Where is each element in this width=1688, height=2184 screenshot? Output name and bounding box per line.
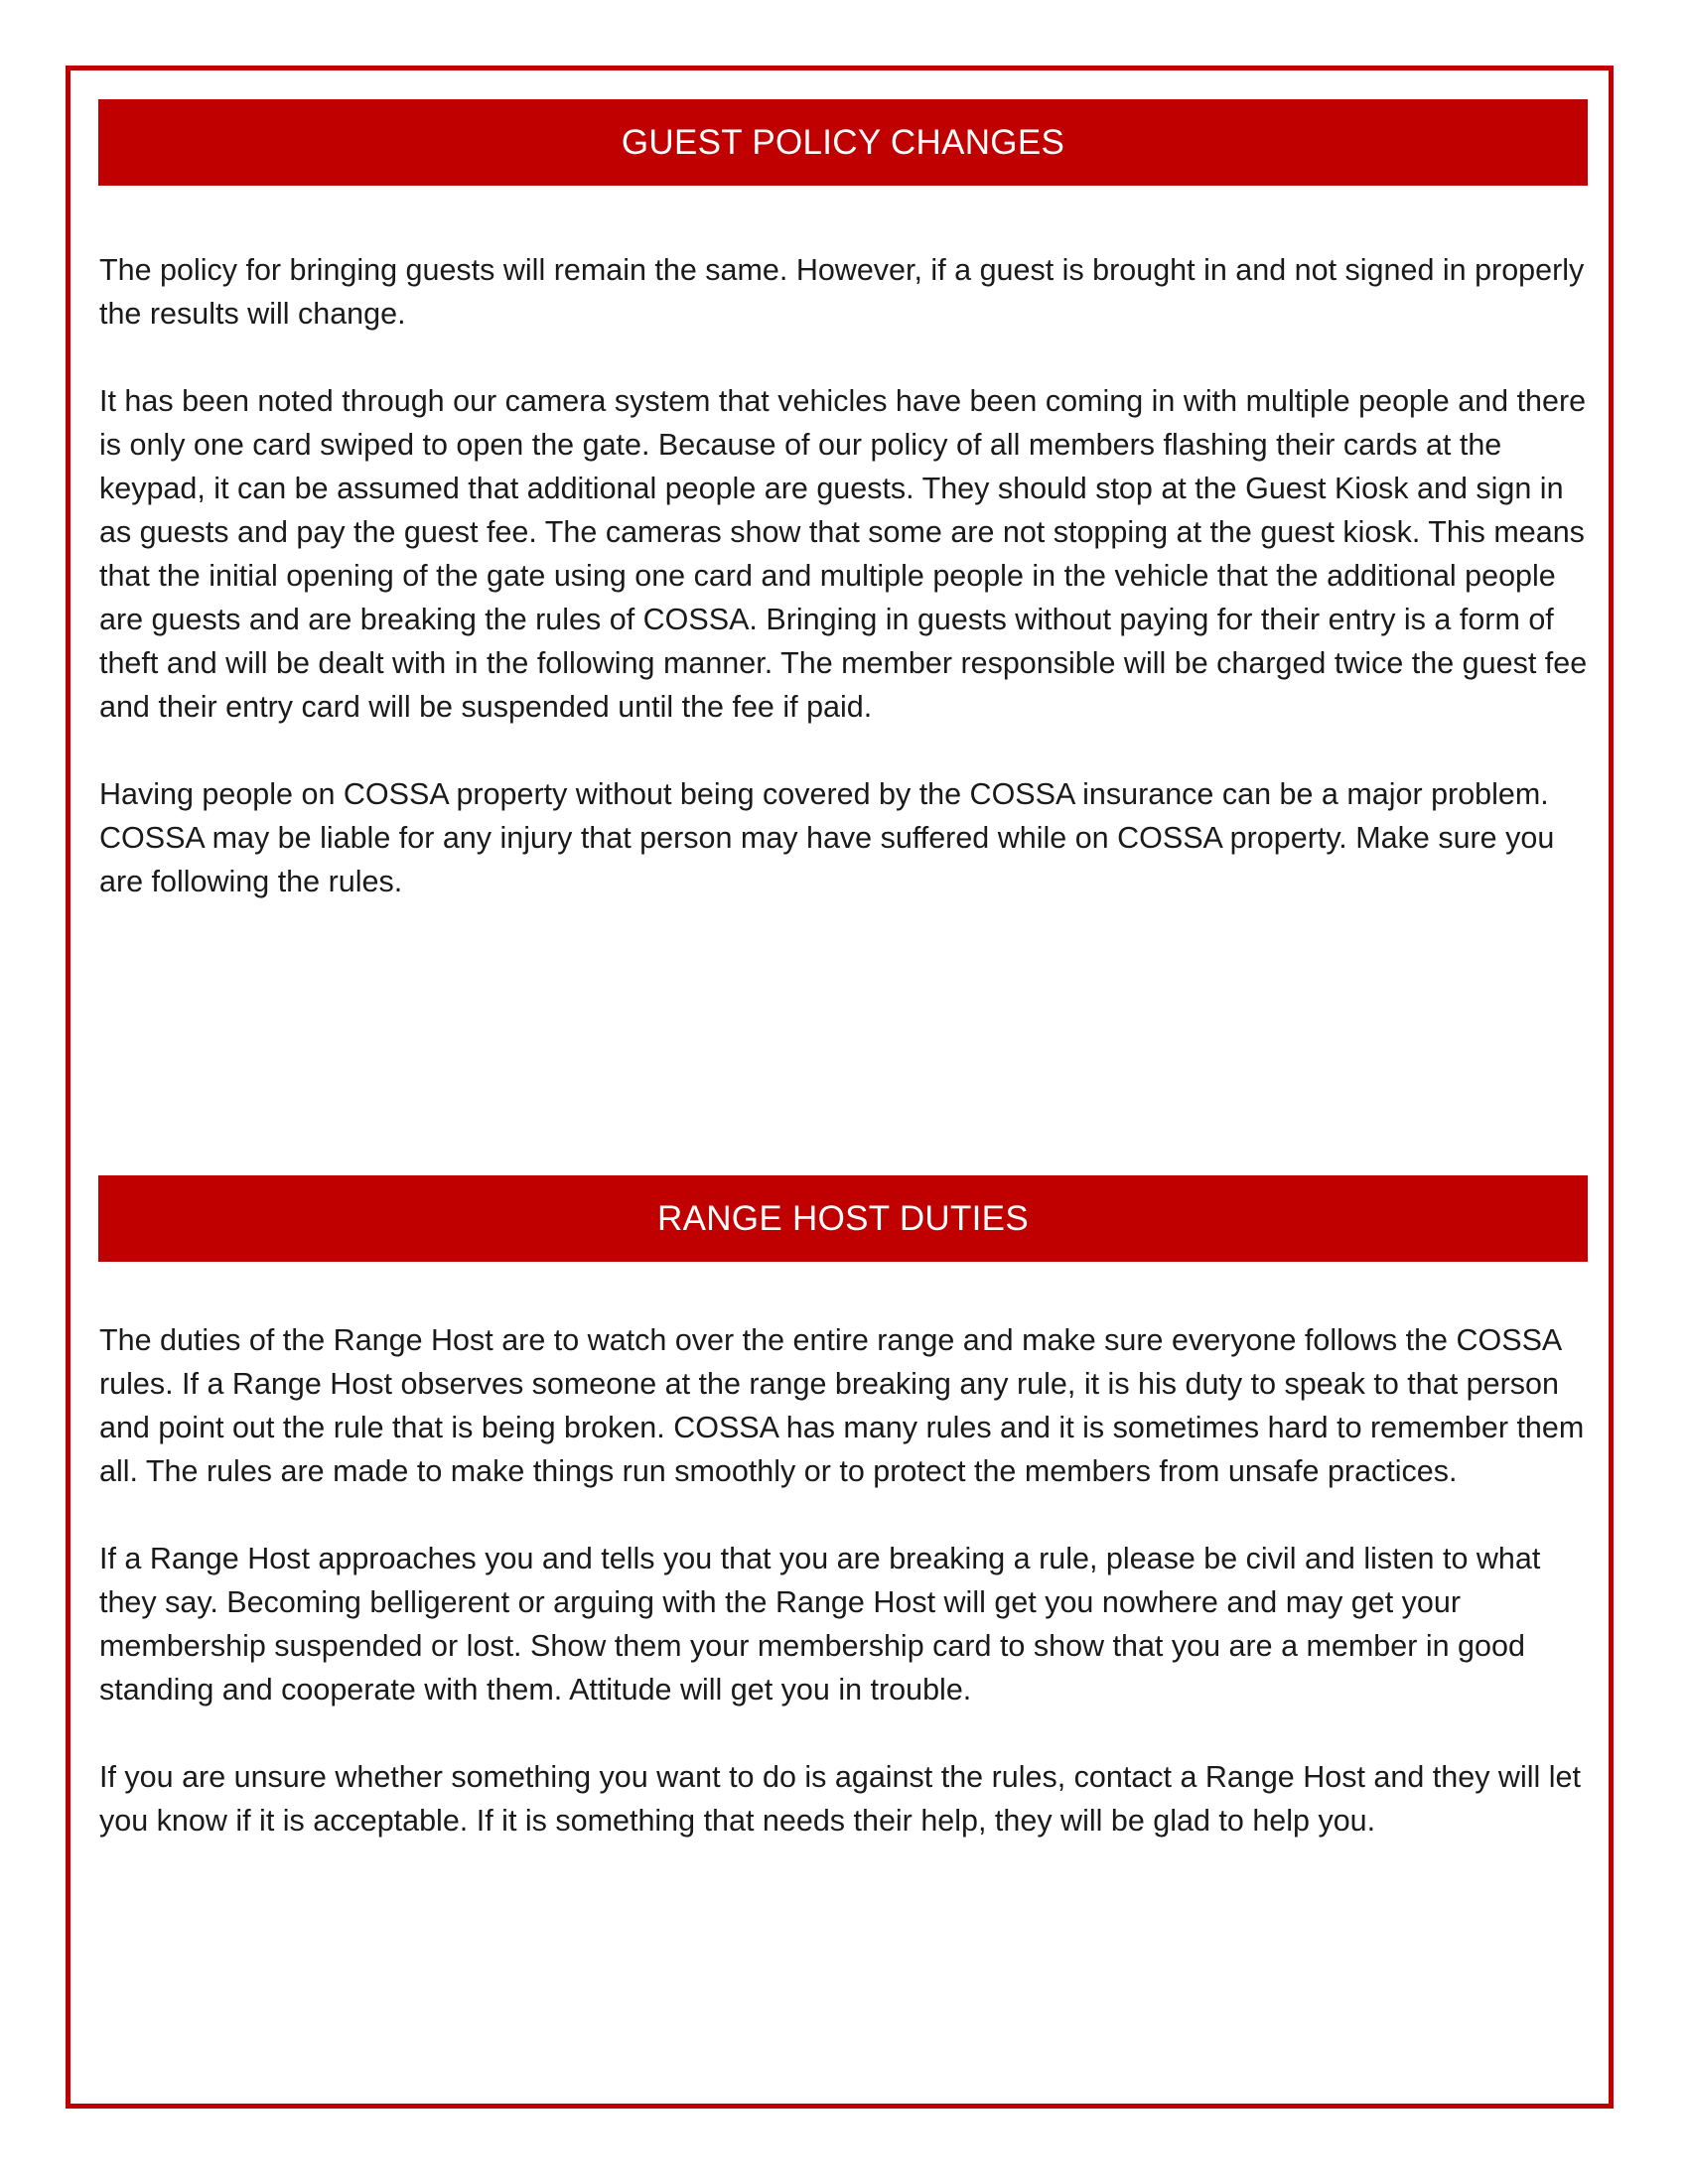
- guest-policy-body: [99, 248, 1594, 903]
- guest-policy-paragraph: Having people on COSSA property without being covered by the COSSA insurance can be a major problem. COSSA may be liable for any injury that person may have suffered while on COSSA property. Make sure you are following the rules.: [99, 777, 1555, 898]
- guest-policy-paragraph: The policy for bringing guests will remain the same. However, if a guest is brought in and not signed in properly the results will change.: [99, 253, 1585, 331]
- range-host-paragraph: If you are unsure whether something you want to do is against the rules, contact a Range Host and they will let you know if it is acceptable. If it is something that needs their help, they will be glad to help you.: [99, 1760, 1581, 1838]
- range-host-paragraph: If a Range Host approaches you and tells you that you are breaking a rule, please be civil and listen to what they say. Becoming belligerent or arguing with the Range Host will get you nowhere and may get your membership suspended or lost. Show them your membership card to show that you are a member in good standing and cooperate with them. Attitude will get you in trouble.: [99, 1542, 1541, 1706]
- guest-policy-paragraph: It has been noted through our camera system that vehicles have been coming in with multiple people and there is only one card swiped to open the gate. Because of our policy of all members flashing their cards at the keypad, it can be assumed that additional people are guests. They should stop at the Guest Kiosk and sign in as guests and pay the guest fee. The cameras show that some are not stopping at the guest kiosk. This means that the initial opening of the gate using one card and multiple people in the vehicle that the additional people are guests and are breaking the rules of COSSA. Bringing in guests without paying for their entry is a form of theft and will be dealt with in the following manner. The member responsible will be charged twice the guest fee and their entry card will be suspended until the fee if paid.: [99, 384, 1588, 724]
- range-host-heading: [98, 1175, 1588, 1262]
- range-host-paragraph: The duties of the Range Host are to watch over the entire range and make sure everyone follows the COSSA rules. If a Range Host observes someone at the range breaking any rule, it is his duty to speak to that person and point out the rule that is being broken. COSSA has many rules and it is sometimes hard to remember them all. The rules are made to make things run smoothly or to protect the members from unsafe practices.: [99, 1323, 1585, 1488]
- range-host-heading-text: RANGE HOST DUTIES: [657, 1198, 1029, 1238]
- guest-policy-heading-text: GUEST POLICY CHANGES: [621, 122, 1065, 162]
- guest-policy-heading: [98, 99, 1588, 186]
- range-host-body: [99, 1318, 1594, 1843]
